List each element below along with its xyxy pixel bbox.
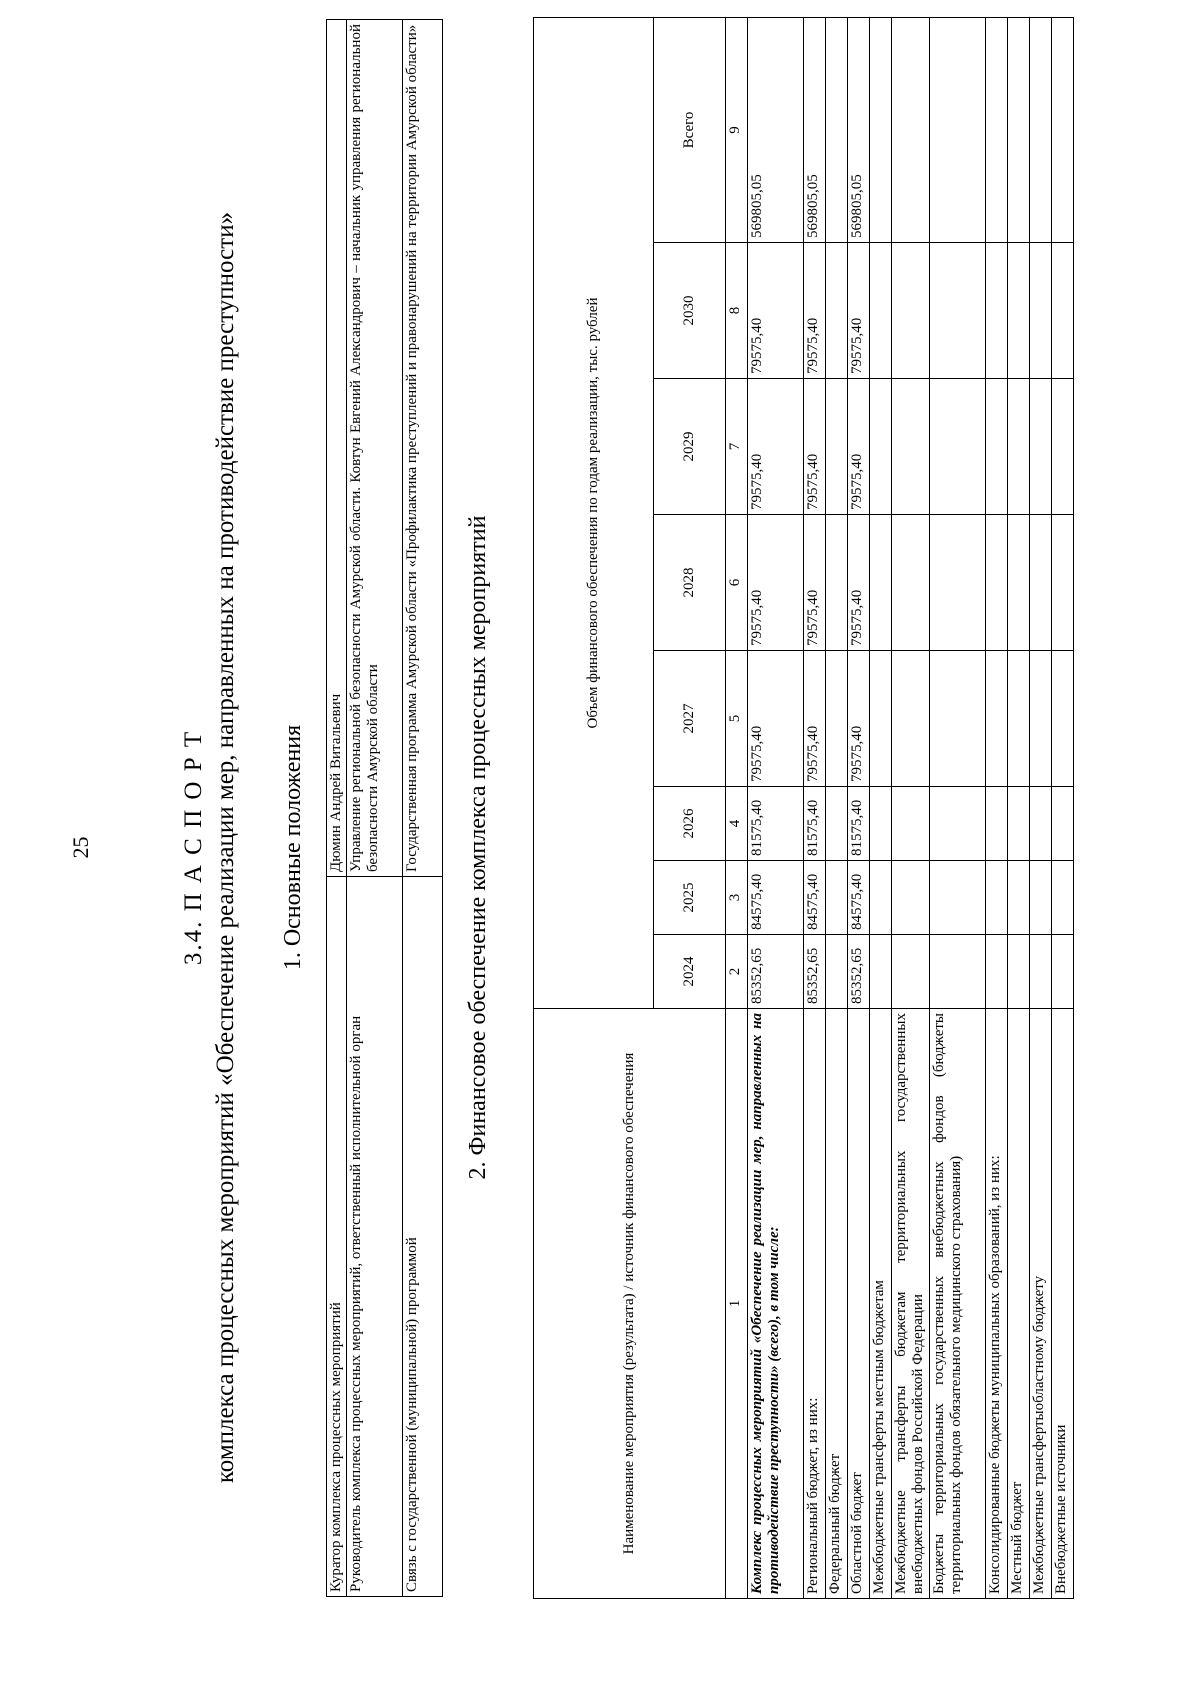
passport-title: 3.4. П А С П О Р Т	[180, 729, 207, 966]
value-cell: 85352,65	[848, 935, 870, 1009]
value-cell	[870, 651, 892, 787]
col-number: 8	[726, 243, 748, 379]
row-name: Межбюджетные трансферты местным бюджетам	[870, 1009, 892, 1599]
value-cell	[1030, 861, 1052, 935]
value-cell: 85352,65	[804, 935, 826, 1009]
value-cell: 81575,40	[804, 787, 826, 861]
row-name: Областной бюджет	[848, 1009, 870, 1599]
value-cell	[870, 18, 892, 243]
value-cell	[1008, 379, 1030, 515]
value-cell	[930, 379, 986, 515]
value-cell	[826, 515, 848, 651]
row-name: Консолидированные бюджеты муниципальных образований, из них:	[986, 1009, 1008, 1599]
value-cell	[826, 935, 848, 1009]
value-cell: 79575,40	[848, 515, 870, 651]
value-cell	[1008, 18, 1030, 243]
row-name: Внебюджетные источники	[1052, 1009, 1074, 1599]
section1-heading: 1. Основные положения	[280, 724, 306, 971]
value-cell	[826, 787, 848, 861]
value-cell	[930, 935, 986, 1009]
value-cell: 84575,40	[748, 861, 804, 935]
table-row	[327, 20, 347, 1597]
row-label: Руководитель комплекса процессных мероприятий, ответственный исполнительной орган	[347, 877, 403, 1597]
row-name: Межбюджетные трансферты бюджетам территориальных государственных внебюджетных фондов Российской Федерации	[892, 1009, 930, 1599]
header-name: Наименование мероприятия (результата) / источник финансового обеспечения	[534, 1009, 726, 1599]
table-row	[347, 20, 403, 1597]
value-cell	[986, 787, 1008, 861]
value-cell: 569805,05	[748, 18, 804, 243]
row-value: Дюмин Андрей Витальевич	[327, 20, 347, 877]
row-name: Комплекс процессных мероприятий «Обеспечение реализации мер, направленных на противодействие преступности» (всего), в том числе:	[748, 1009, 804, 1599]
col-number: 1	[726, 1009, 748, 1599]
value-cell	[986, 379, 1008, 515]
value-cell: 79575,40	[848, 379, 870, 515]
value-cell	[1030, 515, 1052, 651]
row-name: Межбюджетные трансфертыобластному бюджету	[1030, 1009, 1052, 1599]
value-cell	[1052, 515, 1074, 651]
value-cell	[1052, 935, 1074, 1009]
row-value: Государственная программа Амурской области «Профилактика преступлений и правонарушений на территории Амурской области»	[403, 20, 443, 877]
value-cell: 79575,40	[804, 515, 826, 651]
col-number: 7	[726, 379, 748, 515]
col-number: 9	[726, 18, 748, 243]
value-cell	[1052, 651, 1074, 787]
value-cell	[870, 379, 892, 515]
table-row	[804, 18, 826, 1599]
value-cell	[1052, 18, 1074, 243]
value-cell	[826, 861, 848, 935]
value-cell	[1030, 18, 1052, 243]
value-cell	[826, 243, 848, 379]
year-cell: 2027	[654, 651, 726, 787]
row-label: Куратор комплекса процессных мероприятий	[327, 877, 347, 1597]
value-cell	[892, 935, 930, 1009]
col-number: 5	[726, 651, 748, 787]
year-cell: 2028	[654, 515, 726, 651]
value-cell: 84575,40	[848, 861, 870, 935]
col-number: 2	[726, 935, 748, 1009]
page-number: 25	[68, 836, 93, 859]
value-cell	[826, 18, 848, 243]
table-row	[870, 18, 892, 1599]
value-cell: 569805,05	[848, 18, 870, 243]
section2-heading: 2. Финансовое обеспечение комплекса процессных мероприятий	[465, 515, 491, 1180]
table-row	[1052, 18, 1074, 1599]
value-cell	[930, 243, 986, 379]
value-cell: 569805,05	[804, 18, 826, 243]
value-cell: 79575,40	[748, 243, 804, 379]
value-cell	[892, 651, 930, 787]
col-number: 6	[726, 515, 748, 651]
value-cell	[1030, 787, 1052, 861]
col-number: 4	[726, 787, 748, 861]
year-cell: 2025	[654, 861, 726, 935]
value-cell	[870, 243, 892, 379]
value-cell	[1030, 935, 1052, 1009]
col-number: 3	[726, 861, 748, 935]
header-row	[534, 18, 654, 1599]
value-cell	[1030, 651, 1052, 787]
value-cell	[930, 787, 986, 861]
value-cell: 79575,40	[748, 515, 804, 651]
value-cell: 79575,40	[804, 243, 826, 379]
value-cell	[892, 18, 930, 243]
passport-subtitle: комплекса процессных мероприятий «Обеспечение реализации мер, направленных на противодействие преступности»	[212, 211, 239, 1484]
value-cell	[892, 379, 930, 515]
header-volume: Объем финансового обеспечения по годам реализации, тыс. рублей	[534, 18, 654, 1009]
value-cell	[930, 861, 986, 935]
table-row	[930, 18, 986, 1599]
row-name: Региональный бюджет, из них:	[804, 1009, 826, 1599]
value-cell: 84575,40	[804, 861, 826, 935]
column-numbers-row	[726, 18, 748, 1599]
value-cell	[986, 935, 1008, 1009]
value-cell	[1008, 243, 1030, 379]
value-cell	[1030, 379, 1052, 515]
table-row	[1008, 18, 1030, 1599]
year-cell: 2026	[654, 787, 726, 861]
basic-provisions-table	[326, 19, 443, 1597]
value-cell: 85352,65	[748, 935, 804, 1009]
table-row	[403, 20, 443, 1597]
value-cell	[870, 935, 892, 1009]
value-cell	[986, 18, 1008, 243]
row-value: Управление региональной безопасности Амурской области. Ковтун Евгений Александрович – начальник управления региональной безопасности Амурской области	[347, 20, 403, 877]
year-cell: Всего	[654, 18, 726, 243]
value-cell	[826, 379, 848, 515]
value-cell: 81575,40	[848, 787, 870, 861]
value-cell	[826, 651, 848, 787]
year-cell: 2030	[654, 243, 726, 379]
value-cell: 79575,40	[748, 379, 804, 515]
value-cell	[1008, 651, 1030, 787]
value-cell: 81575,40	[748, 787, 804, 861]
year-cell: 2029	[654, 379, 726, 515]
value-cell	[1052, 243, 1074, 379]
table-row	[986, 18, 1008, 1599]
value-cell	[892, 861, 930, 935]
table-row	[1030, 18, 1052, 1599]
value-cell	[986, 515, 1008, 651]
value-cell	[1052, 379, 1074, 515]
value-cell	[1030, 243, 1052, 379]
row-label: Связь с государственной (муниципальной) программой	[403, 877, 443, 1597]
value-cell: 79575,40	[804, 651, 826, 787]
value-cell	[1008, 861, 1030, 935]
value-cell	[986, 243, 1008, 379]
value-cell	[1008, 935, 1030, 1009]
value-cell	[1008, 787, 1030, 861]
row-name: Бюджеты территориальных государственных внебюджетных фондов (бюджеты территориальных фондов обязательного медицинского страхования)	[930, 1009, 986, 1599]
table-row	[892, 18, 930, 1599]
value-cell	[870, 861, 892, 935]
value-cell	[1052, 861, 1074, 935]
value-cell	[1008, 515, 1030, 651]
table-row	[826, 18, 848, 1599]
row-name: Федеральный бюджет	[826, 1009, 848, 1599]
table-row	[848, 18, 870, 1599]
row-name: Местный бюджет	[1008, 1009, 1030, 1599]
value-cell	[986, 651, 1008, 787]
value-cell: 79575,40	[848, 243, 870, 379]
financing-table	[533, 17, 1074, 1599]
value-cell	[892, 787, 930, 861]
value-cell	[870, 515, 892, 651]
value-cell	[1052, 787, 1074, 861]
value-cell: 79575,40	[848, 651, 870, 787]
value-cell	[892, 515, 930, 651]
value-cell	[930, 18, 986, 243]
value-cell	[986, 861, 1008, 935]
value-cell	[870, 787, 892, 861]
value-cell	[930, 651, 986, 787]
value-cell	[930, 515, 986, 651]
value-cell	[892, 243, 930, 379]
table-row	[748, 18, 804, 1599]
year-cell: 2024	[654, 935, 726, 1009]
value-cell: 79575,40	[748, 651, 804, 787]
value-cell: 79575,40	[804, 379, 826, 515]
